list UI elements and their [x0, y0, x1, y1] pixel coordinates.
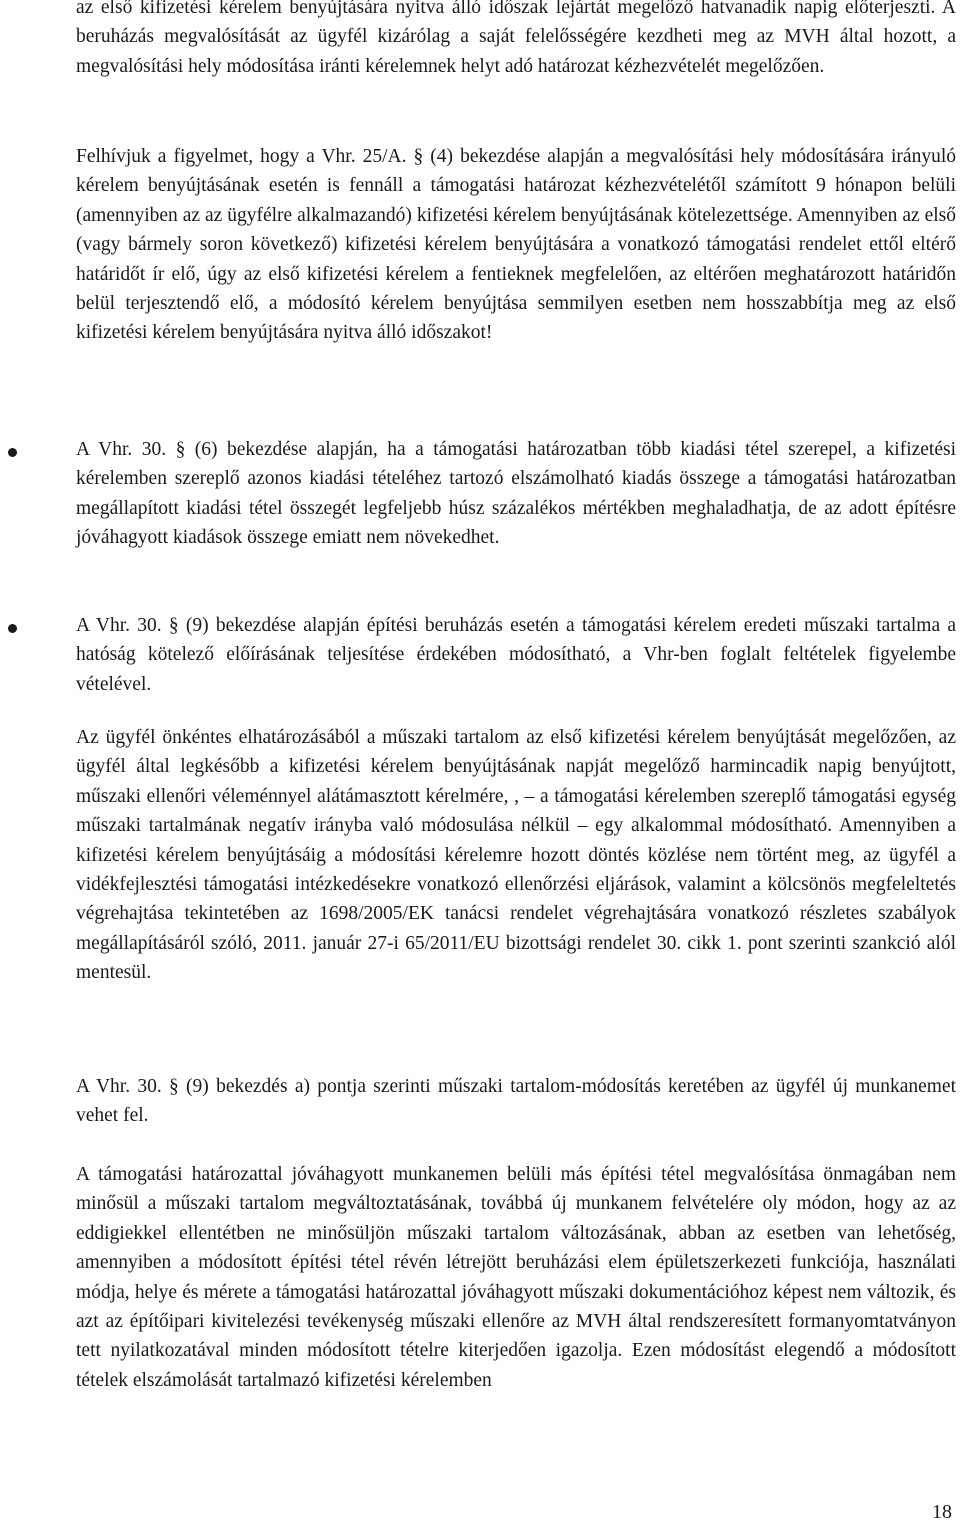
bullet-item-vhr-30-6: A Vhr. 30. § (6) bekezdése alapján, ha a támogatási határozatban több kiadási tétel szerepel, a kifizetési kérelemben szereplő azonos kiadási tételéhez tartozó elszámolható kiadás összege a támogatási határozatban megállapított kiadási tétel összegét legfeljebb húsz százalékos mértékben meghaladhatja, de az adott építésre jóváhagyott kiadások összege emiatt nem növekedhet.: [76, 439, 956, 549]
page-number: 18: [932, 1501, 952, 1523]
bullet-icon: [8, 448, 17, 457]
paragraph-voluntary-modification: Az ügyfél önkéntes elhatározásából a műszaki tartalom az első kifizetési kérelem benyújtását megelőzően, az ügyfél által legkésőbb a kifizetési kérelem benyújtásának napját megelőző harmincadik napig benyújtott, műszaki ellenőri véleménnyel alátámasztott kérelmére, , – a támogatási kérelemben szereplő támogatási egység műszaki tartalmának negatív irányba való módosulása nélkül – egy alkalommal módosítható. Amennyiben a kifizetési kérelem benyújtásáig a módosítási kérelemre hozott döntés közlése nem történt meg, az ügyfél a vidékfejlesztési támogatási intézkedésekre vonatkozó ellenőrzési eljárások, valamint a kölcsönös megfeleltetés végrehajtása tekintetében az 1698/2005/EK tanácsi rendelet végrehajtására vonatkozó részletes szabályok megállapításáról szóló, 2011. január 27-i 65/2011/EU bizottsági rendelet 30. cikk 1. pont szerinti szankció alól mentesül.: [76, 727, 956, 984]
bullet-item-vhr-30-9: A Vhr. 30. § (9) bekezdése alapján építési beruházás esetén a támogatási kérelem eredeti műszaki tartalma a hatóság kötelező előírásának teljesítése érdekében módosítható, a Vhr-ben foglalt feltételek figyelembe vételével.: [76, 615, 956, 695]
bullet-icon: [8, 624, 17, 633]
paragraph-intro: az első kifizetési kérelem benyújtására nyitva álló időszak lejártát megelőző hatvanadik napig előterjeszti. A beruházás megvalósítását az ügyfél kizárólag a saját felelősségére kezdheti meg az MVH által hozott, a megvalósítási hely módosítása iránti kérelemnek helyt adó határozat kézhezvételét megelőzően.: [76, 0, 956, 77]
paragraph-approved-work-type: A támogatási határozattal jóváhagyott munkanemen belüli más építési tétel megvalósítása önmagában nem minősül a műszaki tartalom megváltoztatásának, továbbá új munkanem felvételére oly módon, hogy az az eddigiekkel ellentétben ne minősüljön műszaki tartalom változásának, abban az esetben van lehetőség, amennyiben a módosított építési tétel révén létrejött beruházási elem épületszerkezeti funkciója, használati módja, helye és mérete a támogatási határozattal jóváhagyott műszaki dokumentációhoz képest nem változik, és azt az építőipari kivitelezési tevékenység műszaki ellenőre az MVH által rendszeresített formanyomtatványon tett nyilatkozatával minden módosított tételre kiterjedően igazolja. Ezen módosítást elegendő a módosított tételek elszámolását tartalmazó kifizetési kérelemben: [76, 1164, 956, 1391]
paragraph-notice: Felhívjuk a figyelmet, hogy a Vhr. 25/A. § (4) bekezdése alapján a megvalósítási hely módosítására irányuló kérelem benyújtásának esetén is fennáll a támogatási határozat kézhezvételétől számított 9 hónapon belüli (amennyiben az az ügyfélre alkalmazandó) kifizetési kérelem benyújtásának kötelezettsége. Amennyiben az első (vagy bármely soron következő) kifizetési kérelem benyújtására a vonatkozó támogatási rendelet ettől eltérő határidőt ír elő, úgy az első kifizetési kérelem a fentieknek megfelelően, az eltérően meghatározott határidőn belül terjesztendő elő, a módosító kérelem benyújtása semmilyen esetben nem hosszabbítja meg az első kifizetési kérelem benyújtására nyitva álló időszakot!: [76, 146, 956, 344]
paragraph-new-work-type: A Vhr. 30. § (9) bekezdés a) pontja szerinti műszaki tartalom-módosítás keretében az ügyfél új munkanemet vehet fel.: [76, 1076, 956, 1127]
